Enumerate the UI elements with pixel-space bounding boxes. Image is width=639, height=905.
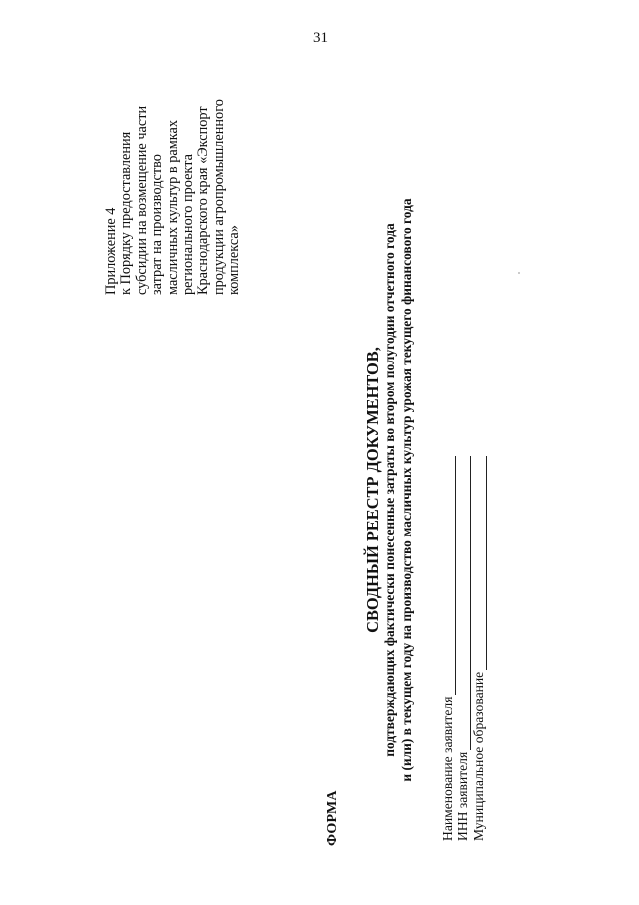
form-label: ФОРМА	[325, 790, 340, 846]
appendix-line: комплекса»	[226, 225, 243, 295]
title-line-3: и (или) в текущем году на производство масличных культур урожая текущего финансового года	[398, 198, 414, 782]
appendix-line: субсидии на возмещение части	[133, 105, 150, 295]
title-main: СВОДНЫЙ РЕЕСТР ДОКУМЕНТОВ,	[363, 347, 382, 633]
appendix-line: к Порядку предоставления	[118, 131, 135, 295]
appendix-block	[104, 73, 243, 295]
appendix-line: регионального проекта	[180, 154, 197, 295]
document-title	[364, 150, 415, 830]
municipality-field[interactable]	[471, 456, 487, 841]
applicant-inn-field[interactable]	[455, 456, 471, 841]
title-line-2: подтверждающих фактически понесенные затраты во втором полугодии отчетного года	[382, 223, 397, 757]
appendix-line: масличных культур в рамках	[164, 120, 181, 295]
appendix-line: продукции агропромышленного	[210, 99, 227, 295]
applicant-name-label: Наименование заявителя	[440, 696, 455, 841]
applicant-inn-label: ИНН заявителя	[455, 751, 470, 841]
applicant-inn-line[interactable]	[458, 456, 471, 750]
appendix-line: Приложение 4	[103, 207, 119, 295]
municipality-label: Муниципальное образование	[471, 671, 486, 841]
applicant-name-field[interactable]	[440, 456, 456, 841]
appendix-line: Краснодарского края «Экспорт	[195, 106, 212, 295]
municipality-line[interactable]	[474, 456, 487, 670]
page-number: 31	[313, 30, 328, 46]
appendix-line: затрат на производство	[149, 154, 166, 295]
